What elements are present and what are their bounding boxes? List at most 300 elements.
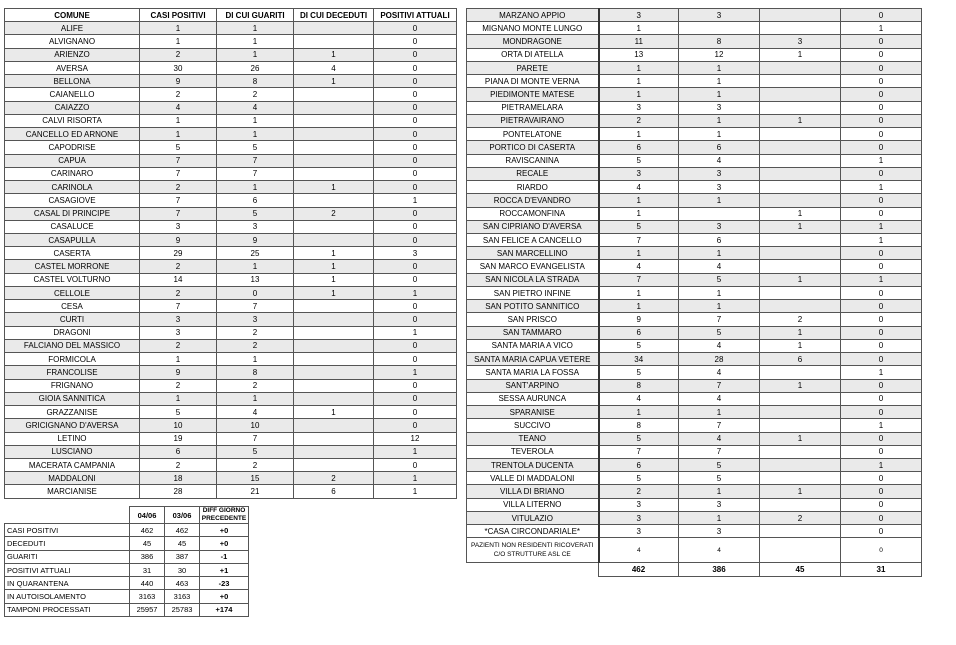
summary-header [5,507,249,524]
cell-comune: ALVIGNANO [5,35,140,48]
cell-positivi-attuali: 0 [841,260,922,273]
table-row-santa-maria-a-vico [467,339,922,352]
cell-positivi-attuali: 3 [374,247,457,260]
cell-casi-positivi: 1 [599,300,679,313]
cell-comune: ROCCAMONFINA [467,207,599,220]
table-row-gricignano-d-aversa [5,419,457,432]
table-row-pietramelara [467,101,922,114]
cell-casi-positivi: 5 [599,472,679,485]
cell-casi-positivi: 1 [140,22,217,35]
cell-guariti [679,207,760,220]
cell-deceduti [760,141,841,154]
table-row-marzano-appio [467,9,922,22]
table-row-teverola [467,445,922,458]
header-deceduti: DI CUI DECEDUTI [294,9,374,22]
cell-deceduti: 1 [760,114,841,127]
cell-positivi-attuali: 1 [374,485,457,498]
summary-today: 440 [130,577,165,590]
cell-positivi-attuali: 0 [374,419,457,432]
table-row-casal-di-principe [5,207,457,220]
cell-guariti: 1 [679,194,760,207]
cell-deceduti: 1 [760,339,841,352]
cell-comune: CARINOLA [5,181,140,194]
total-positivi-attuali: 31 [841,563,922,576]
cell-positivi-attuali: 0 [374,220,457,233]
cell-guariti: 4 [679,366,760,379]
cell-positivi-attuali: 0 [374,181,457,194]
cell-guariti: 3 [679,498,760,511]
cell-deceduti: 1 [760,485,841,498]
cell-casi-positivi: 5 [599,339,679,352]
cell-positivi-attuali: 1 [841,233,922,246]
table-row-pazienti-non-residenti [467,538,922,563]
cell-positivi-attuali: 0 [374,22,457,35]
right-municipalities-table [466,8,922,577]
cell-comune: GRICIGNANO D'AVERSA [5,419,140,432]
cell-comune: CELLOLE [5,286,140,299]
cell-comune: ARIENZO [5,48,140,61]
summary-diff: +174 [200,603,249,616]
table-row-casaluce [5,220,457,233]
cell-casi-positivi: 9 [140,75,217,88]
cell-comune: PORTICO DI CASERTA [467,141,599,154]
cell-positivi-attuali: 0 [374,339,457,352]
cell-deceduti [760,419,841,432]
cell-comune: CURTI [5,313,140,326]
cell-positivi-attuali: 1 [841,22,922,35]
table-row-capodrise [5,141,457,154]
cell-guariti: 7 [217,432,294,445]
table-row-caiazzo [5,101,457,114]
cell-comune: DRAGONI [5,326,140,339]
summary-label: TAMPONI PROCESSATI [5,603,130,616]
cell-guariti: 3 [679,181,760,194]
cell-guariti: 5 [679,326,760,339]
table-row-san-marco-evangelista [467,260,922,273]
cell-casi-positivi: 5 [599,154,679,167]
cell-casi-positivi: 2 [140,88,217,101]
cell-guariti: 4 [217,101,294,114]
cell-positivi-attuali: 0 [841,207,922,220]
table-row-santa-maria-capua-vetere [467,353,922,366]
cell-deceduti [294,339,374,352]
cell-guariti: 1 [217,35,294,48]
cell-deceduti [294,445,374,458]
cell-deceduti [760,286,841,299]
cell-guariti: 4 [679,392,760,405]
cell-casi-positivi: 7 [140,194,217,207]
cell-deceduti [294,419,374,432]
cell-deceduti: 1 [760,273,841,286]
cell-comune: PONTELATONE [467,128,599,141]
cell-positivi-attuali: 0 [374,88,457,101]
cell-guariti: 1 [679,128,760,141]
table-row-lusciano [5,445,457,458]
table-row-cesa [5,300,457,313]
summary-row-in-autoisolamento [5,590,249,603]
cell-casi-positivi: 1 [599,75,679,88]
cell-comune: ALIFE [5,22,140,35]
cell-comune: CAPUA [5,154,140,167]
cell-deceduti [760,247,841,260]
cell-positivi-attuali: 0 [841,353,922,366]
cell-deceduti [294,233,374,246]
cell-casi-positivi: 3 [140,220,217,233]
table-row-vitulazio [467,511,922,524]
cell-deceduti [294,300,374,313]
cell-guariti: 3 [679,9,760,22]
cell-comune: FALCIANO DEL MASSICO [5,339,140,352]
table-row-caianello [5,88,457,101]
cell-guariti: 5 [679,273,760,286]
cell-positivi-attuali: 0 [374,233,457,246]
cell-deceduti [294,458,374,471]
left-table-body [5,22,457,498]
cell-comune: SAN NICOLA LA STRADA [467,273,599,286]
table-row-pietravairano [467,114,922,127]
cell-guariti: 1 [217,128,294,141]
cell-positivi-attuali: 0 [841,286,922,299]
cell-positivi-attuali: 0 [374,101,457,114]
cell-comune: AVERSA [5,61,140,74]
cell-guariti: 2 [217,379,294,392]
cell-casi-positivi: 1 [140,35,217,48]
cell-casi-positivi: 34 [599,353,679,366]
cell-casi-positivi: 6 [140,445,217,458]
cell-positivi-attuali: 0 [841,114,922,127]
cell-deceduti [760,22,841,35]
cell-deceduti [760,194,841,207]
table-row-letino [5,432,457,445]
cell-casi-positivi: 9 [599,313,679,326]
cell-deceduti: 6 [760,353,841,366]
table-row-casa-circondariale [467,525,922,538]
summary-diff: +1 [200,563,249,576]
cell-deceduti [760,181,841,194]
cell-positivi-attuali: 0 [841,167,922,180]
cell-positivi-attuali: 12 [374,432,457,445]
cell-comune: TEANO [467,432,599,445]
cell-deceduti [760,101,841,114]
cell-casi-positivi: 3 [599,498,679,511]
cell-comune: SANTA MARIA CAPUA VETERE [467,353,599,366]
cell-positivi-attuali: 1 [841,154,922,167]
table-row-mondragone [467,35,922,48]
table-row-riardo [467,181,922,194]
total-casi-positivi: 462 [599,563,679,576]
summary-label: POSITIVI ATTUALI [5,563,130,576]
summary-today: 31 [130,563,165,576]
cell-guariti: 1 [217,181,294,194]
cell-comune: CAPODRISE [5,141,140,154]
patients-casi: 4 [599,538,679,563]
cell-comune: CAIANELLO [5,88,140,101]
cell-guariti: 2 [217,88,294,101]
table-row-maddaloni [5,472,457,485]
table-row-raviscanina [467,154,922,167]
cell-comune: LETINO [5,432,140,445]
cell-casi-positivi: 4 [140,101,217,114]
table-row-succivo [467,419,922,432]
cell-guariti: 1 [679,511,760,524]
table-row-trentola-ducenta [467,458,922,471]
cell-casi-positivi: 18 [140,472,217,485]
cell-comune: CAIAZZO [5,101,140,114]
table-row-villa-literno [467,498,922,511]
table-row-castel-morrone [5,260,457,273]
table-row-aversa [5,61,457,74]
cell-casi-positivi: 4 [599,181,679,194]
summary-diff: +0 [200,590,249,603]
cell-positivi-attuali: 0 [374,167,457,180]
header-guariti: DI CUI GUARITI [217,9,294,22]
cell-comune: VITULAZIO [467,511,599,524]
cell-positivi-attuali: 0 [374,300,457,313]
cell-comune: CASTEL MORRONE [5,260,140,273]
cell-positivi-attuali: 1 [374,472,457,485]
cell-comune: CASAL DI PRINCIPE [5,207,140,220]
cell-comune: VALLE DI MADDALONI [467,472,599,485]
cell-guariti: 3 [679,101,760,114]
summary-today: 386 [130,550,165,563]
left-municipalities-table [4,8,457,499]
table-row-castel-volturno [5,273,457,286]
cell-positivi-attuali: 1 [841,458,922,471]
left-table-header [5,9,457,22]
table-row-san-marcellino [467,247,922,260]
cell-casi-positivi: 1 [599,88,679,101]
cell-casi-positivi: 28 [140,485,217,498]
summary-today: 45 [130,537,165,550]
table-row-alife [5,22,457,35]
cell-deceduti [294,366,374,379]
summary-body [5,524,249,617]
cell-comune: MARZANO APPIO [467,9,599,22]
cell-guariti: 7 [679,445,760,458]
cell-comune: SAN FELICE A CANCELLO [467,233,599,246]
table-row-sant-arpino [467,379,922,392]
cell-deceduti: 1 [294,247,374,260]
cell-casi-positivi: 9 [140,233,217,246]
cell-positivi-attuali: 1 [374,326,457,339]
cell-comune: SANTA MARIA A VICO [467,339,599,352]
cell-casi-positivi: 8 [599,419,679,432]
cell-guariti: 1 [679,406,760,419]
table-row-marcianise [5,485,457,498]
cell-comune: SPARANISE [467,406,599,419]
table-row-piana-di-monte-verna [467,75,922,88]
cell-casi-positivi: 2 [140,48,217,61]
cell-positivi-attuali: 0 [374,406,457,419]
cell-guariti: 1 [679,88,760,101]
cell-guariti: 4 [679,260,760,273]
cell-casi-positivi: 7 [140,154,217,167]
table-row-mignano-monte-lungo [467,22,922,35]
cell-guariti: 1 [217,48,294,61]
summary-header-diff: DIFF GIORNO PRECEDENTE [200,507,249,524]
cell-guariti: 1 [217,114,294,127]
summary-yesterday: 3163 [165,590,200,603]
cell-casi-positivi: 5 [599,220,679,233]
cell-guariti: 1 [679,300,760,313]
cell-casi-positivi: 1 [140,392,217,405]
cell-deceduti [294,167,374,180]
cell-guariti: 4 [679,154,760,167]
cell-comune: SANT'ARPINO [467,379,599,392]
cell-comune: *CASA CIRCONDARIALE* [467,525,599,538]
table-row-recale [467,167,922,180]
table-row-calvi-risorta [5,114,457,127]
cell-comune: CASAGIOVE [5,194,140,207]
cell-positivi-attuali: 1 [841,181,922,194]
cell-comune: PIEDIMONTE MATESE [467,88,599,101]
cell-casi-positivi: 5 [140,406,217,419]
summary-label: IN AUTOISOLAMENTO [5,590,130,603]
cell-deceduti [760,260,841,273]
table-row-curti [5,313,457,326]
cell-comune: PIETRAVAIRANO [467,114,599,127]
totals-row [467,563,922,576]
cell-deceduti: 1 [760,326,841,339]
cell-positivi-attuali: 0 [841,9,922,22]
cell-casi-positivi: 1 [599,61,679,74]
cell-casi-positivi: 9 [140,366,217,379]
cell-guariti: 12 [679,48,760,61]
cell-guariti: 6 [679,233,760,246]
cell-comune: PARETE [467,61,599,74]
summary-today: 462 [130,524,165,537]
cell-guariti: 1 [679,75,760,88]
summary-yesterday: 25783 [165,603,200,616]
total-guariti: 386 [679,563,760,576]
summary-label: GUARITI [5,550,130,563]
cell-comune: FRANCOLISE [5,366,140,379]
cell-deceduti: 1 [294,286,374,299]
summary-diff: +0 [200,524,249,537]
cell-deceduti: 1 [760,379,841,392]
cell-positivi-attuali: 0 [841,392,922,405]
cell-casi-positivi: 1 [599,207,679,220]
cell-comune: ORTA DI ATELLA [467,48,599,61]
cell-deceduti [294,313,374,326]
cell-deceduti [760,366,841,379]
cell-guariti: 13 [217,273,294,286]
table-row-cancello-ed-arnone [5,128,457,141]
summary-table [4,506,249,617]
cell-deceduti [760,61,841,74]
table-row-portico-di-caserta [467,141,922,154]
summary-today: 3163 [130,590,165,603]
table-row-macerata-campania [5,458,457,471]
cell-deceduti: 1 [760,207,841,220]
cell-positivi-attuali: 0 [374,207,457,220]
summary-label: CASI POSITIVI [5,524,130,537]
table-row-formicola [5,353,457,366]
cell-positivi-attuali: 1 [374,445,457,458]
cell-deceduti: 1 [760,432,841,445]
cell-casi-positivi: 3 [599,9,679,22]
cell-guariti: 1 [679,61,760,74]
table-row-francolise [5,366,457,379]
cell-comune: FORMICOLA [5,353,140,366]
cell-comune: TRENTOLA DUCENTA [467,458,599,471]
cell-positivi-attuali: 0 [841,128,922,141]
cell-positivi-attuali: 0 [841,498,922,511]
table-row-casagiove [5,194,457,207]
cell-deceduti [760,128,841,141]
table-row-villa-di-briano [467,485,922,498]
cell-casi-positivi: 14 [140,273,217,286]
cell-casi-positivi: 3 [599,167,679,180]
right-table-body [467,9,922,538]
summary-row-tamponi-processati [5,603,249,616]
cell-positivi-attuali: 0 [374,353,457,366]
summary-yesterday: 387 [165,550,200,563]
cell-deceduti [760,9,841,22]
cell-deceduti: 1 [294,406,374,419]
cell-guariti: 7 [679,419,760,432]
header-casi-positivi: CASI POSITIVI [140,9,217,22]
cell-guariti: 3 [679,525,760,538]
cell-guariti [679,22,760,35]
cell-comune: SAN CIPRIANO D'AVERSA [467,220,599,233]
cell-casi-positivi: 2 [140,458,217,471]
cell-casi-positivi: 2 [140,339,217,352]
cell-deceduti: 2 [294,207,374,220]
cell-deceduti [294,194,374,207]
cell-comune: GRAZZANISE [5,406,140,419]
cell-positivi-attuali: 0 [374,75,457,88]
table-row-san-tammaro [467,326,922,339]
cell-positivi-attuali: 0 [374,128,457,141]
cell-positivi-attuali: 0 [841,525,922,538]
cell-casi-positivi: 1 [599,128,679,141]
cell-deceduti [760,406,841,419]
header-comune: COMUNE [5,9,140,22]
right-table-footer [467,538,922,576]
cell-positivi-attuali: 0 [374,114,457,127]
cell-casi-positivi: 6 [599,141,679,154]
cell-casi-positivi: 7 [599,445,679,458]
cell-casi-positivi: 3 [599,525,679,538]
cell-positivi-attuali: 0 [841,61,922,74]
cell-guariti: 1 [217,22,294,35]
cell-casi-positivi: 29 [140,247,217,260]
summary-diff: -23 [200,577,249,590]
table-row-santa-maria-la-fossa [467,366,922,379]
cell-deceduti [760,167,841,180]
cell-deceduti [760,75,841,88]
cell-casi-positivi: 5 [599,432,679,445]
table-row-gioia-sannitica [5,392,457,405]
table-row-casapulla [5,233,457,246]
cell-deceduti [294,220,374,233]
cell-comune: CESA [5,300,140,313]
cell-deceduti [294,88,374,101]
cell-deceduti [760,88,841,101]
cell-deceduti [294,22,374,35]
patients-deceduti [760,538,841,563]
table-row-san-potito-sannitico [467,300,922,313]
summary-today: 25957 [130,603,165,616]
summary-header-yesterday: 03/06 [165,507,200,524]
cell-guariti: 26 [217,61,294,74]
cell-guariti: 15 [217,472,294,485]
cell-positivi-attuali: 0 [374,35,457,48]
cell-comune: SANTA MARIA LA FOSSA [467,366,599,379]
table-row-roccamonfina [467,207,922,220]
cell-deceduti [294,141,374,154]
